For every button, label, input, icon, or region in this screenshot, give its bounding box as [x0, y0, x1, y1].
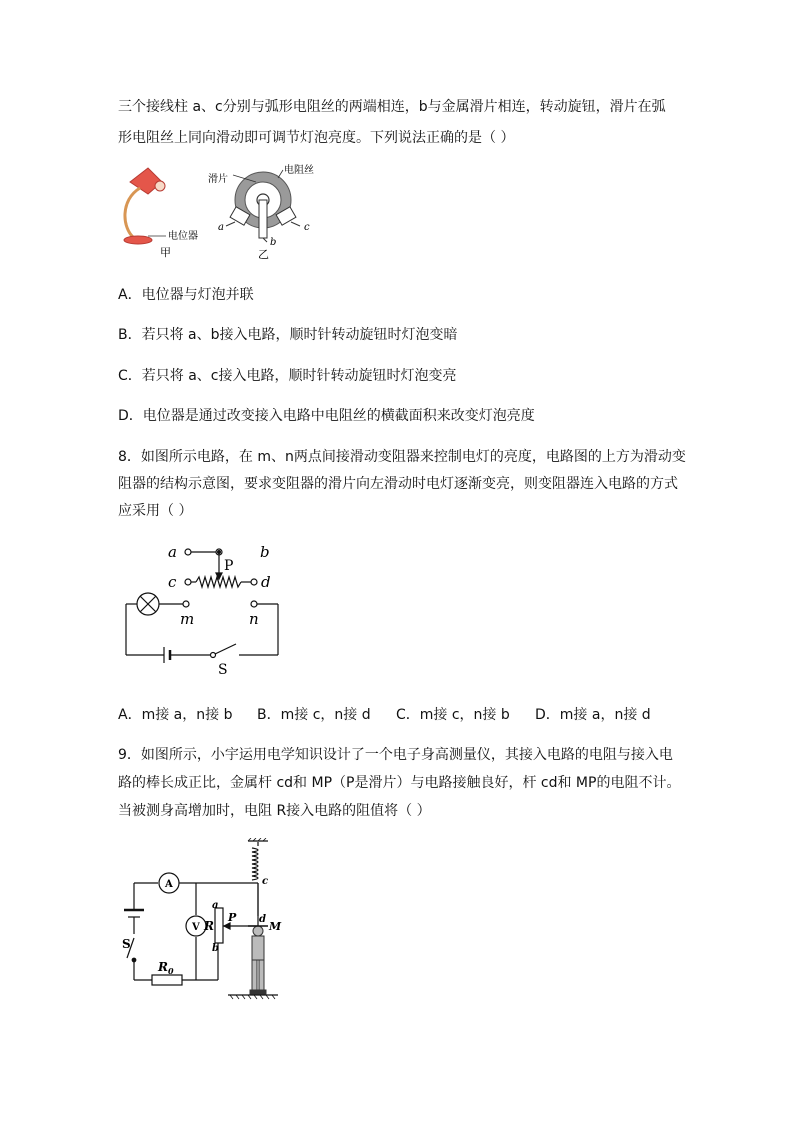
label-p: P: [224, 558, 234, 574]
q8-stem-line-3: 应采用（ ）: [118, 503, 193, 519]
q7-option-d: D．电位器是通过改变接入电路中电阻丝的横截面积来改变灯泡亮度: [118, 408, 535, 424]
label-r: R: [204, 919, 214, 933]
q8-stem-line-1: 8．如图所示电路，在 m、n两点间接滑动变阻器来控制电灯的亮度，电路图的上方为滑动变: [118, 449, 686, 465]
intro-line-2: 形电阻丝上同向滑动即可调节灯泡亮度。下列说法正确的是（ ）: [118, 130, 515, 146]
q8-stem-line-2: 阻器的结构示意图，要求变阻器的滑片向左滑动时电灯逐渐变亮，则变阻器连入电路的方式: [118, 476, 678, 492]
label-huapian: 滑片: [208, 174, 228, 185]
label-dianweiqi: 电位器: [168, 231, 198, 242]
voltmeter-label: V: [192, 922, 200, 933]
desk-lamp-illustration: [124, 168, 166, 244]
q8-option-b: B．m接 c，n接 d: [257, 707, 371, 723]
label-m: m: [180, 610, 195, 628]
person-illustration: [250, 926, 266, 994]
q7-option-c: C．若只将 a、c接入电路，顺时针转动旋钮时灯泡变亮: [118, 368, 457, 384]
label-s: S: [218, 662, 228, 675]
label-b: b: [212, 943, 219, 954]
label-c: c: [262, 876, 269, 887]
label-a: a: [168, 543, 177, 561]
label-b: b: [260, 543, 270, 561]
q7-figure: [118, 160, 328, 260]
q9-circuit-diagram: [118, 838, 293, 1003]
intro-line-1: 三个接线柱 a、c分别与弧形电阻丝的两端相连，b与金属滑片相连，转动旋钮，滑片在弧: [118, 99, 666, 115]
label-d: d: [261, 573, 271, 591]
q8-circuit-diagram: [118, 540, 288, 675]
q8-option-d: D．m接 a，n接 d: [535, 707, 651, 723]
label-m: M: [269, 920, 282, 933]
label-p: P: [228, 911, 237, 924]
label-c: c: [168, 573, 177, 591]
q8-option-a: A．m接 a，n接 b: [118, 707, 233, 723]
label-c: c: [304, 222, 310, 233]
label-s: S: [122, 937, 131, 951]
label-r0: $R_0$: [158, 960, 174, 976]
potentiometer-illustration: [226, 170, 300, 242]
label-d: d: [259, 914, 266, 925]
label-yi: 乙: [258, 248, 269, 260]
label-a: a: [218, 222, 224, 233]
label-jia: 甲: [160, 246, 171, 259]
q7-option-b: B．若只将 a、b接入电路，顺时针转动旋钮时灯泡变暗: [118, 327, 458, 343]
q7-option-a: A．电位器与灯泡并联: [118, 287, 254, 303]
q9-stem-line-3: 当被测身高增加时，电阻 R接入电路的阻值将（ ）: [118, 803, 431, 819]
label-dianzusi: 电阻丝: [284, 165, 314, 176]
q8-option-c: C．m接 c，n接 b: [396, 707, 510, 723]
label-a: a: [212, 900, 219, 911]
q9-stem-line-2: 路的棒长成正比，金属杆 cd和 MP（P是滑片）与电路接触良好，杆 cd和 MP的电阻不计。: [118, 775, 681, 791]
label-n: n: [249, 610, 259, 628]
label-b: b: [270, 237, 277, 248]
q9-stem-line-1: 9．如图所示，小宇运用电学知识设计了一个电子身高测量仪，其接入电路的电阻与接入电: [118, 747, 673, 763]
ammeter-label: A: [165, 879, 173, 890]
